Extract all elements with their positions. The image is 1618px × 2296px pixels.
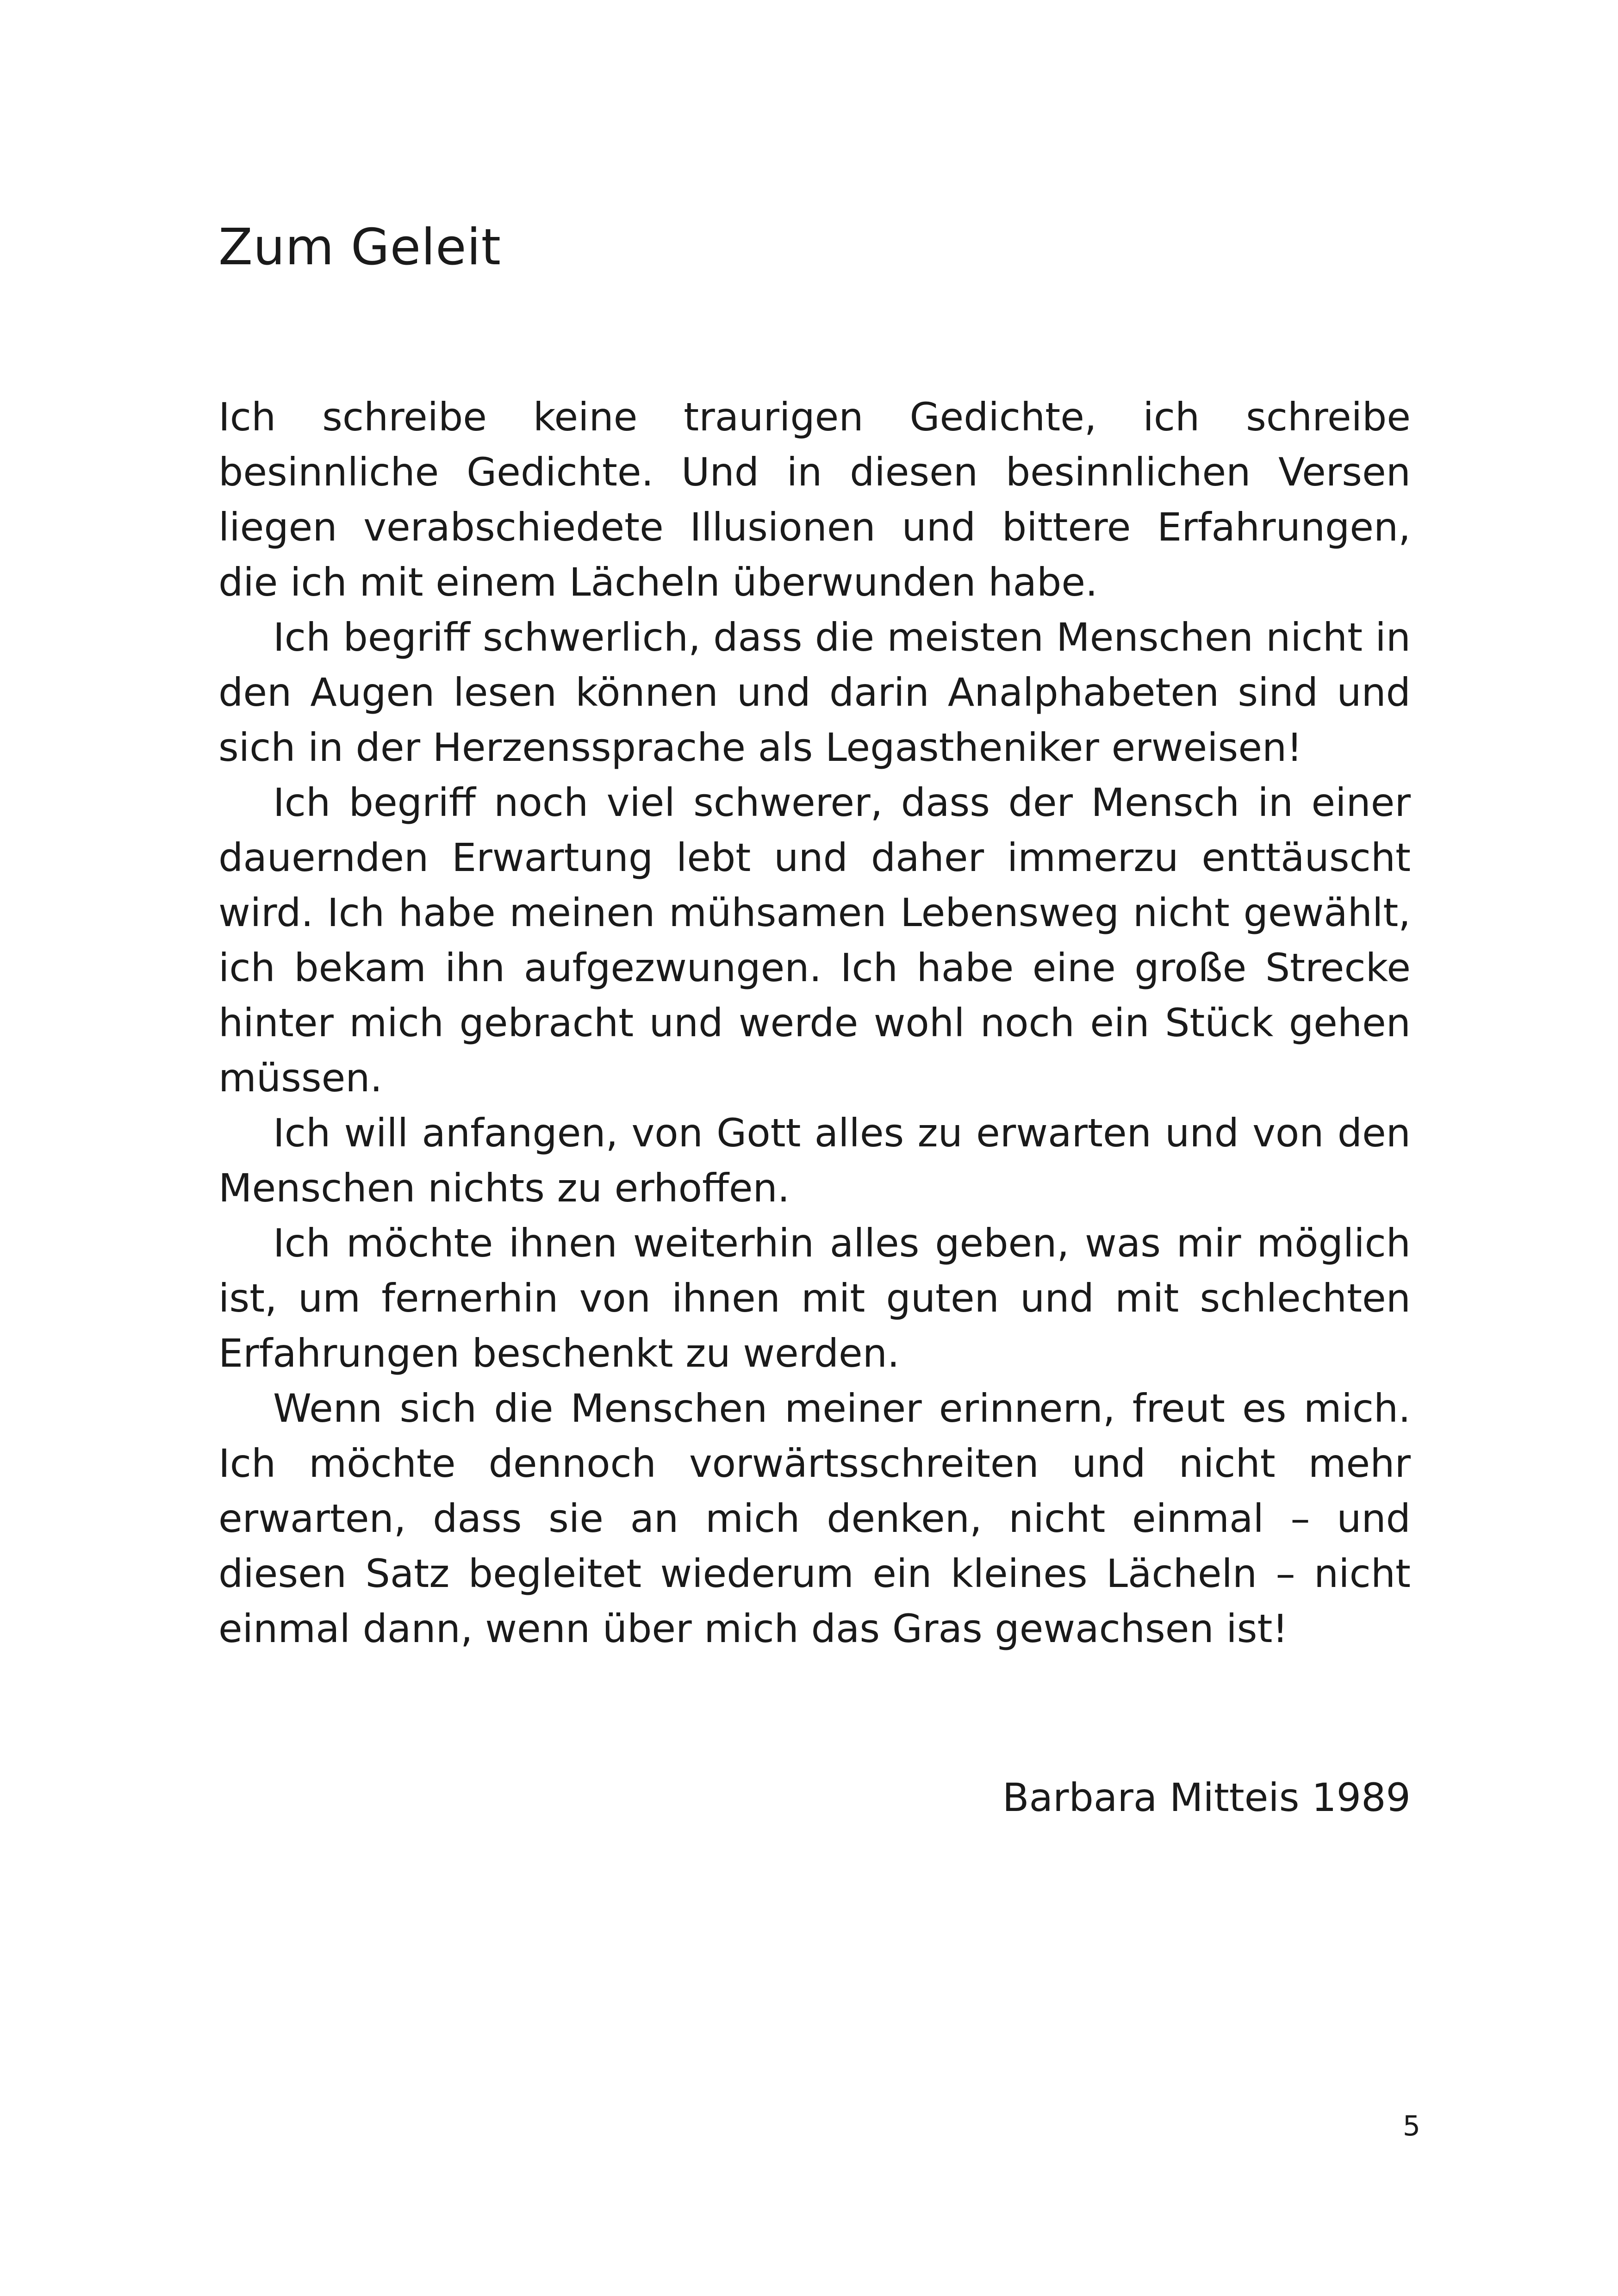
paragraph-5: Ich möchte ihnen weiterhin alles geben, was mir möglich ist, um fernerhin von ihnen mit guten und mit schlechten Erfahrungen beschenkt zu werden. bbox=[218, 1220, 1411, 1376]
body-text bbox=[218, 390, 1411, 1656]
paragraph-4: Ich will anfangen, von Gott alles zu erwarten und von den Menschen nichts zu erhoffen. bbox=[218, 1110, 1411, 1211]
paragraph-1: Ich schreibe keine traurigen Gedichte, ich schreibe besinnliche Gedichte. Und in diesen besinnlichen Versen liegen verabschiedete Illusionen und bittere Erfahrungen, die ich mit einem Lächeln überwunden habe. bbox=[218, 394, 1411, 605]
page-title: Zum Geleit bbox=[218, 218, 501, 276]
author-signature: Barbara Mitteis 1989 bbox=[1002, 1775, 1411, 1820]
page-number: 5 bbox=[1402, 2110, 1421, 2142]
paragraph-6: Wenn sich die Menschen meiner erinnern, freut es mich. Ich möchte dennoch vorwärtsschreiten und nicht mehr erwarten, dass sie an mich denken, nicht einmal – und diesen Satz begleitet wiederum ein kleines Lächeln – nicht einmal dann, wenn über mich das Gras gewachsen ist! bbox=[218, 1386, 1411, 1651]
paragraph-2: Ich begriff schwerlich, dass die meisten Menschen nicht in den Augen lesen können und darin Analphabeten sind und sich in der Herzenssprache als Legastheniker erweisen! bbox=[218, 615, 1411, 770]
paragraph-3: Ich begriff noch viel schwerer, dass der Mensch in einer dauernden Erwartung lebt und daher immerzu enttäuscht wird. Ich habe meinen mühsamen Lebensweg nicht gewählt, ich bekam ihn aufgezwungen. Ich habe eine große Strecke hinter mich gebracht und werde wohl noch ein Stück gehen müssen. bbox=[218, 780, 1411, 1101]
